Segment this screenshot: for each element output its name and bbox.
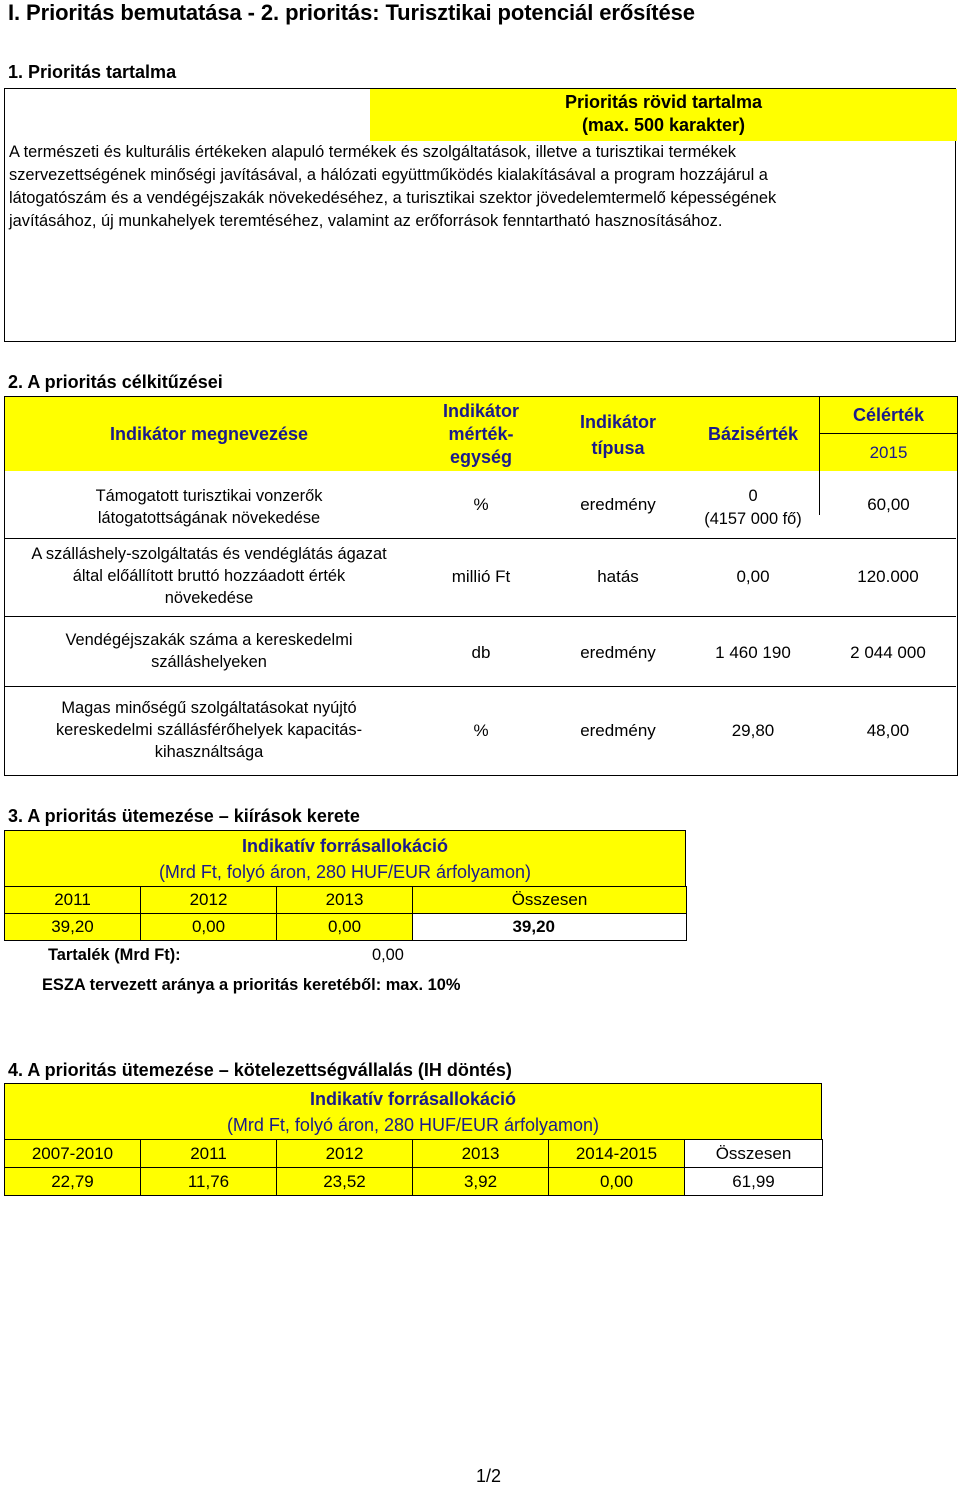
- priority-content-text: [9, 141, 953, 233]
- box-title-line2: (max. 500 karakter): [581, 115, 746, 135]
- year-cell: 2007-2010: [5, 1140, 141, 1168]
- allocation-title: Indikatív forrásallokáció: [241, 836, 449, 856]
- row-base: 1 460 190: [715, 643, 791, 662]
- allocation-subtitle: (Mrd Ft, folyó áron, 280 HUF/EUR árfolyamon): [226, 1115, 600, 1135]
- total-header-cell: Összesen: [685, 1140, 823, 1168]
- row-base: 0,00: [736, 567, 770, 586]
- row-unit: millió Ft: [451, 567, 511, 586]
- year-cell: 2013: [413, 1140, 549, 1168]
- value-cell: 22,79: [5, 1168, 141, 1196]
- year-cell: 2013: [277, 887, 413, 914]
- page-number: 1/2: [476, 1466, 502, 1486]
- row-base: 0 (4157 000 fő): [704, 487, 802, 528]
- content-line: javításához, új munkahelyek teremtéséhez, valamint az erőforrások fenntartható hasznosításához.: [9, 212, 723, 230]
- priority-content-header: [370, 89, 957, 141]
- table-row: [5, 471, 956, 539]
- row-indicator-name: Támogatott turisztikai vonzerők látogatottságának növekedése: [95, 487, 323, 527]
- row-target: 2 044 000: [850, 643, 926, 662]
- reserve-value: 0,00: [372, 946, 404, 964]
- header-base: Bázisérték: [687, 397, 819, 471]
- value-cell: 23,52: [277, 1168, 413, 1196]
- section3-heading: 3. A prioritás ütemezése – kiírások kerete: [8, 806, 360, 826]
- row-target: 48,00: [866, 721, 910, 740]
- esza-note: ESZA tervezett aránya a prioritás keretéből: max. 10%: [42, 976, 461, 994]
- row-unit: db: [471, 643, 491, 662]
- row-type: eredmény: [580, 495, 656, 514]
- total-value-cell: 61,99: [685, 1168, 823, 1196]
- row-unit: %: [473, 721, 489, 740]
- row-type: hatás: [597, 567, 639, 586]
- priority-content-box: [4, 88, 956, 342]
- allocation-box-2: [4, 1083, 822, 1139]
- total-header-cell: Összesen: [413, 887, 687, 914]
- reserve-label: Tartalék (Mrd Ft):: [48, 946, 181, 964]
- row-type: eredmény: [580, 721, 656, 740]
- value-cell: 39,20: [5, 914, 141, 941]
- year-cell: 2012: [277, 1140, 413, 1168]
- header-indicator-name: Indikátor megnevezése: [5, 397, 413, 471]
- row-indicator-name: Magas minőségű szolgáltatásokat nyújtó kereskedelmi szállásférőhelyek kapacitás- kihasználtsága: [55, 699, 363, 761]
- row-base: 29,80: [731, 721, 775, 740]
- header-type: Indikátor típusa: [549, 397, 687, 471]
- year-cell: 2011: [5, 887, 141, 914]
- section1-heading: 1. Prioritás tartalma: [8, 62, 177, 82]
- total-value-cell: 39,20: [413, 914, 687, 941]
- year-cell: 2012: [141, 887, 277, 914]
- allocation-table-2: [4, 1139, 823, 1196]
- page-title: I. Prioritás bemutatása - 2. prioritás: Turisztikai potenciál erősítése: [8, 0, 695, 25]
- value-cell: 0,00: [549, 1168, 685, 1196]
- content-line: látogatószám és a vendégéjszakák növekedéséhez, a turisztikai szektor jövedelemtermelő képességének: [9, 189, 777, 207]
- row-type: eredmény: [580, 643, 656, 662]
- section4-heading: 4. A prioritás ütemezése – kötelezettségvállalás (IH döntés): [8, 1060, 512, 1080]
- row-target: 120.000: [857, 567, 919, 586]
- row-indicator-name: Vendégéjszakák száma a kereskedelmi szálláshelyeken: [65, 631, 353, 671]
- value-cell: 0,00: [277, 914, 413, 941]
- row-target: 60,00: [819, 471, 957, 515]
- allocation-title: Indikatív forrásallokáció: [309, 1089, 517, 1109]
- year-cell: 2011: [141, 1140, 277, 1168]
- value-cell: 3,92: [413, 1168, 549, 1196]
- row-indicator-name: A szálláshely-szolgáltatás és vendéglátás ágazat által előállított bruttó hozzáadott érték növekedése: [31, 545, 387, 607]
- content-line: szervezettségének minőségi javításával, a hálózati együttműködés kialakításával a program hozzájárul a: [9, 166, 768, 184]
- indicator-table: [4, 396, 958, 776]
- allocation-box-1: [4, 830, 686, 886]
- allocation-table-1: [4, 886, 687, 941]
- box-title-line1: Prioritás rövid tartalma: [564, 92, 763, 112]
- value-cell: 11,76: [141, 1168, 277, 1196]
- allocation-subtitle: (Mrd Ft, folyó áron, 280 HUF/EUR árfolyamon): [158, 862, 532, 882]
- header-target: Célérték 2015: [819, 397, 957, 471]
- table-row: [5, 539, 956, 617]
- section2-heading: 2. A prioritás célkitűzései: [8, 372, 223, 392]
- year-cell: 2014-2015: [549, 1140, 685, 1168]
- header-unit: Indikátor mérték- egység: [413, 397, 549, 471]
- table-row: [5, 617, 956, 687]
- value-cell: 0,00: [141, 914, 277, 941]
- table-row: [5, 687, 956, 774]
- row-unit: %: [473, 495, 489, 514]
- content-line: A természeti és kulturális értékeken alapuló termékek és szolgáltatások, illetve a turisztikai termékek: [9, 143, 736, 161]
